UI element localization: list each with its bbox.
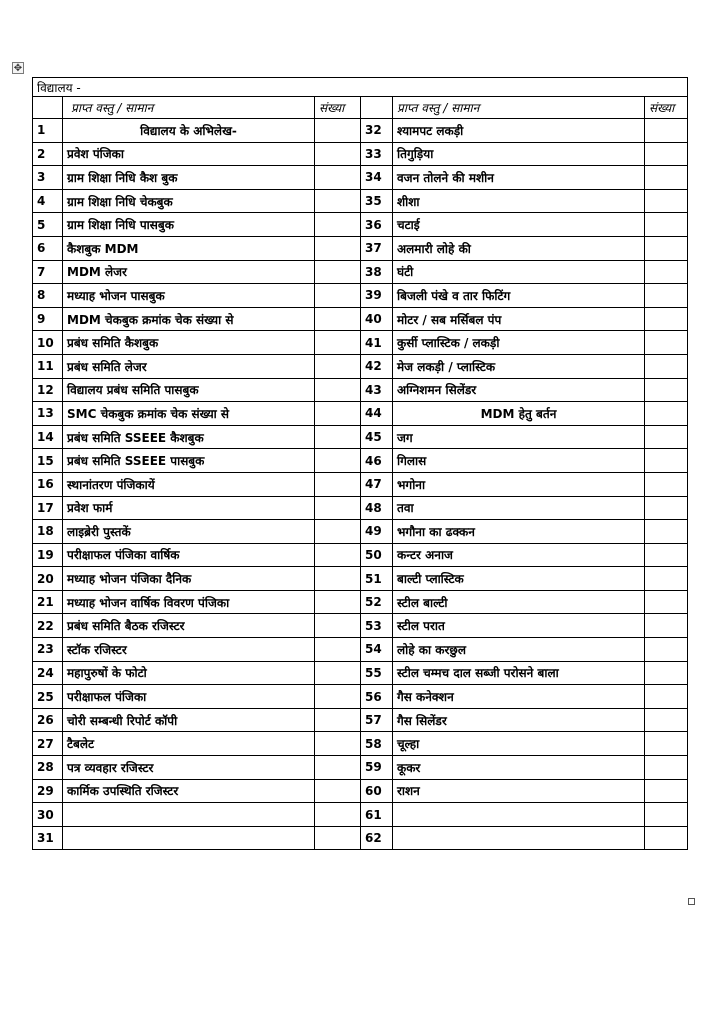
table-resize-icon[interactable]: [688, 898, 695, 905]
table-row: [33, 520, 688, 544]
right-item-quantity[interactable]: [645, 496, 688, 520]
right-item-quantity[interactable]: [645, 520, 688, 544]
right-item-number: 62: [361, 826, 393, 850]
right-item-quantity[interactable]: [645, 189, 688, 213]
right-item-number: 48: [361, 496, 393, 520]
right-item-name[interactable]: श्यामपट लकड़ी: [393, 119, 645, 143]
left-item-quantity[interactable]: [315, 756, 361, 780]
left-item-number: 4: [33, 189, 63, 213]
right-item-quantity[interactable]: [645, 708, 688, 732]
right-item-name[interactable]: स्टील बाल्टी: [393, 590, 645, 614]
right-item-name[interactable]: कूकर: [393, 756, 645, 780]
left-item-number: 6: [33, 236, 63, 260]
table-row: [33, 614, 688, 638]
right-item-number: 33: [361, 142, 393, 166]
left-item-number: 26: [33, 708, 63, 732]
left-item-name[interactable]: प्रबंध समिति बैठक रजिस्टर: [63, 614, 315, 638]
right-item-number: 45: [361, 425, 393, 449]
right-item-quantity[interactable]: [645, 449, 688, 473]
left-item-quantity[interactable]: [315, 189, 361, 213]
table-row: [33, 543, 688, 567]
left-item-quantity[interactable]: [315, 260, 361, 284]
left-item-number: 20: [33, 567, 63, 591]
right-item-quantity[interactable]: [645, 590, 688, 614]
table-row: [33, 779, 688, 803]
title-row: [33, 78, 688, 97]
table-row: [33, 378, 688, 402]
table-row: [33, 449, 688, 473]
right-item-name[interactable]: तवा: [393, 496, 645, 520]
right-item-quantity[interactable]: [645, 614, 688, 638]
right-item-name[interactable]: MDM हेतु बर्तन: [393, 402, 645, 426]
table-row: [33, 756, 688, 780]
left-item-quantity[interactable]: [315, 496, 361, 520]
left-item-quantity[interactable]: [315, 378, 361, 402]
right-item-name[interactable]: कन्टर अनाज: [393, 543, 645, 567]
right-item-number: 34: [361, 166, 393, 190]
left-item-name[interactable]: स्थानांतरण पंजिकायें: [63, 472, 315, 496]
left-item-quantity[interactable]: [315, 803, 361, 827]
school-title[interactable]: विद्यालय -: [33, 78, 688, 97]
left-item-name[interactable]: प्रबंध समिति लेजर: [63, 354, 315, 378]
left-item-name[interactable]: प्रबंध समिति कैशबुक: [63, 331, 315, 355]
left-item-name[interactable]: [63, 826, 315, 850]
right-item-number: 50: [361, 543, 393, 567]
right-item-number: 57: [361, 708, 393, 732]
left-item-number: 25: [33, 685, 63, 709]
right-item-number: 58: [361, 732, 393, 756]
table-row: [33, 142, 688, 166]
right-item-name[interactable]: बाल्टी प्लास्टिक: [393, 567, 645, 591]
table-row: [33, 638, 688, 662]
left-item-quantity[interactable]: [315, 779, 361, 803]
left-item-name[interactable]: ग्राम शिक्षा निधि पासबुक: [63, 213, 315, 237]
right-item-number: 41: [361, 331, 393, 355]
left-item-number: 16: [33, 472, 63, 496]
table-row: [33, 213, 688, 237]
table-row: [33, 331, 688, 355]
left-item-number: 31: [33, 826, 63, 850]
left-item-number: 28: [33, 756, 63, 780]
right-item-number: 44: [361, 402, 393, 426]
right-item-name[interactable]: अग्निशमन सिलेंडर: [393, 378, 645, 402]
right-item-name[interactable]: मेज लकड़ी / प्लास्टिक: [393, 354, 645, 378]
left-item-name[interactable]: ग्राम शिक्षा निधि चेकबुक: [63, 189, 315, 213]
right-item-quantity[interactable]: [645, 260, 688, 284]
right-item-quantity[interactable]: [645, 166, 688, 190]
right-item-number: 42: [361, 354, 393, 378]
left-item-number: 22: [33, 614, 63, 638]
right-item-number: 43: [361, 378, 393, 402]
right-item-name[interactable]: गैस कनेक्शन: [393, 685, 645, 709]
right-no-header: [361, 97, 393, 119]
left-item-quantity[interactable]: [315, 826, 361, 850]
left-item-name[interactable]: परीक्षाफल पंजिका: [63, 685, 315, 709]
table-row: [33, 307, 688, 331]
right-item-name[interactable]: भगोना: [393, 472, 645, 496]
right-item-quantity[interactable]: [645, 826, 688, 850]
left-item-header: प्राप्त वस्तु / सामान: [63, 97, 315, 119]
table-row: [33, 803, 688, 827]
right-item-name[interactable]: चटाई: [393, 213, 645, 237]
left-item-quantity[interactable]: [315, 661, 361, 685]
left-item-name[interactable]: SMC चेकबुक क्रमांक चेक संख्या से: [63, 402, 315, 426]
table-row: [33, 119, 688, 143]
right-item-name[interactable]: [393, 803, 645, 827]
left-item-quantity[interactable]: [315, 638, 361, 662]
left-item-number: 29: [33, 779, 63, 803]
left-item-quantity[interactable]: [315, 354, 361, 378]
right-item-quantity[interactable]: [645, 661, 688, 685]
right-item-name[interactable]: स्टील चम्मच दाल सब्जी परोसने बाला: [393, 661, 645, 685]
table-row: [33, 260, 688, 284]
left-item-name[interactable]: विद्यालय के अभिलेख-: [63, 119, 315, 143]
right-item-quantity[interactable]: [645, 236, 688, 260]
inventory-table: [32, 77, 688, 850]
right-item-number: 35: [361, 189, 393, 213]
left-item-name[interactable]: ग्राम शिक्षा निधि कैश बुक: [63, 166, 315, 190]
right-item-number: 36: [361, 213, 393, 237]
left-item-quantity[interactable]: [315, 472, 361, 496]
left-qty-header: संख्या: [315, 97, 361, 119]
right-item-number: 37: [361, 236, 393, 260]
right-item-quantity[interactable]: [645, 331, 688, 355]
left-item-number: 27: [33, 732, 63, 756]
table-move-icon[interactable]: ✥: [13, 63, 23, 74]
left-item-quantity[interactable]: [315, 708, 361, 732]
left-item-quantity[interactable]: [315, 732, 361, 756]
right-item-name[interactable]: स्टील परात: [393, 614, 645, 638]
left-item-number: 15: [33, 449, 63, 473]
right-item-name[interactable]: लोहे का करछुल: [393, 638, 645, 662]
right-item-name[interactable]: चूल्हा: [393, 732, 645, 756]
left-item-quantity[interactable]: [315, 307, 361, 331]
left-item-name[interactable]: प्रबंध समिति SSEEE कैशबुक: [63, 425, 315, 449]
right-item-number: 39: [361, 284, 393, 308]
right-item-number: 53: [361, 614, 393, 638]
right-item-quantity[interactable]: [645, 284, 688, 308]
left-item-number: 9: [33, 307, 63, 331]
right-item-name[interactable]: कुर्सी प्लास्टिक / लकड़ी: [393, 331, 645, 355]
table-row: [33, 708, 688, 732]
left-item-number: 24: [33, 661, 63, 685]
left-item-name[interactable]: MDM चेकबुक क्रमांक चेक संख्या से: [63, 307, 315, 331]
right-item-number: 47: [361, 472, 393, 496]
right-item-name[interactable]: तिगुड़िया: [393, 142, 645, 166]
right-item-header: प्राप्त वस्तु / सामान: [393, 97, 645, 119]
right-item-quantity[interactable]: [645, 803, 688, 827]
right-item-name[interactable]: जग: [393, 425, 645, 449]
table-row: [33, 472, 688, 496]
left-item-number: 7: [33, 260, 63, 284]
right-item-quantity[interactable]: [645, 142, 688, 166]
left-item-quantity[interactable]: [315, 449, 361, 473]
right-item-quantity[interactable]: [645, 638, 688, 662]
right-item-quantity[interactable]: [645, 685, 688, 709]
left-item-quantity[interactable]: [315, 236, 361, 260]
left-item-quantity[interactable]: [315, 543, 361, 567]
table-row: [33, 425, 688, 449]
right-item-number: 51: [361, 567, 393, 591]
table-row: [33, 685, 688, 709]
left-item-number: 1: [33, 119, 63, 143]
left-item-name[interactable]: मध्याह भोजन पंजिका दैनिक: [63, 567, 315, 591]
left-item-quantity[interactable]: [315, 213, 361, 237]
table-row: [33, 590, 688, 614]
right-item-name[interactable]: मोटर / सब मर्सिबल पंप: [393, 307, 645, 331]
left-item-number: 18: [33, 520, 63, 544]
right-item-name[interactable]: बिजली पंखे व तार फिटिंग: [393, 284, 645, 308]
left-item-quantity[interactable]: [315, 166, 361, 190]
right-item-quantity[interactable]: [645, 119, 688, 143]
left-item-quantity[interactable]: [315, 402, 361, 426]
right-item-number: 49: [361, 520, 393, 544]
left-item-quantity[interactable]: [315, 425, 361, 449]
right-item-name[interactable]: गैस सिलेंडर: [393, 708, 645, 732]
table-row: [33, 661, 688, 685]
left-item-number: 10: [33, 331, 63, 355]
right-item-number: 40: [361, 307, 393, 331]
right-item-quantity[interactable]: [645, 402, 688, 426]
right-item-quantity[interactable]: [645, 425, 688, 449]
table-row: [33, 496, 688, 520]
right-item-number: 59: [361, 756, 393, 780]
table-row: [33, 826, 688, 850]
left-item-number: 17: [33, 496, 63, 520]
left-item-name[interactable]: महापुरुषों के फोटो: [63, 661, 315, 685]
left-item-name[interactable]: प्रबंध समिति SSEEE पासबुक: [63, 449, 315, 473]
left-item-quantity[interactable]: [315, 590, 361, 614]
left-item-name[interactable]: स्टॉक रजिस्टर: [63, 638, 315, 662]
left-item-name[interactable]: मध्याह भोजन पासबुक: [63, 284, 315, 308]
table-row: [33, 166, 688, 190]
left-item-name[interactable]: पत्र व्यवहार रजिस्टर: [63, 756, 315, 780]
right-item-number: 52: [361, 590, 393, 614]
right-item-name[interactable]: गिलास: [393, 449, 645, 473]
left-item-name[interactable]: लाइब्रेरी पुस्तकें: [63, 520, 315, 544]
left-item-quantity[interactable]: [315, 614, 361, 638]
left-item-quantity[interactable]: [315, 685, 361, 709]
table-row: [33, 567, 688, 591]
right-item-quantity[interactable]: [645, 779, 688, 803]
left-item-number: 5: [33, 213, 63, 237]
left-item-quantity[interactable]: [315, 567, 361, 591]
left-item-number: 23: [33, 638, 63, 662]
table-row: [33, 354, 688, 378]
left-item-quantity[interactable]: [315, 284, 361, 308]
right-item-number: 60: [361, 779, 393, 803]
table-row: [33, 189, 688, 213]
left-item-number: 13: [33, 402, 63, 426]
left-item-number: 21: [33, 590, 63, 614]
right-item-quantity[interactable]: [645, 378, 688, 402]
right-item-name[interactable]: राशन: [393, 779, 645, 803]
right-item-name[interactable]: घंटी: [393, 260, 645, 284]
right-item-number: 56: [361, 685, 393, 709]
left-item-name[interactable]: कार्मिक उपस्थिति रजिस्टर: [63, 779, 315, 803]
right-item-number: 38: [361, 260, 393, 284]
table-row: [33, 402, 688, 426]
right-item-quantity[interactable]: [645, 756, 688, 780]
left-item-number: 8: [33, 284, 63, 308]
right-item-number: 55: [361, 661, 393, 685]
right-item-quantity[interactable]: [645, 354, 688, 378]
left-item-name[interactable]: टैबलेट: [63, 732, 315, 756]
left-item-number: 14: [33, 425, 63, 449]
right-item-quantity[interactable]: [645, 213, 688, 237]
table-row: [33, 236, 688, 260]
left-item-quantity[interactable]: [315, 142, 361, 166]
left-item-name[interactable]: प्रवेश फार्म: [63, 496, 315, 520]
right-item-number: 46: [361, 449, 393, 473]
left-item-number: 2: [33, 142, 63, 166]
left-item-number: 12: [33, 378, 63, 402]
right-item-name[interactable]: [393, 826, 645, 850]
left-item-name[interactable]: प्रवेश पंजिका: [63, 142, 315, 166]
left-item-name[interactable]: परीक्षाफल पंजिका वार्षिक: [63, 543, 315, 567]
left-item-number: 30: [33, 803, 63, 827]
right-item-quantity[interactable]: [645, 307, 688, 331]
table-row: [33, 732, 688, 756]
right-item-quantity[interactable]: [645, 472, 688, 496]
table-row: [33, 284, 688, 308]
left-item-number: 19: [33, 543, 63, 567]
left-item-name[interactable]: विद्यालय प्रबंध समिति पासबुक: [63, 378, 315, 402]
left-item-name[interactable]: चोरी सम्बन्धी रिपोर्ट कॉपी: [63, 708, 315, 732]
left-item-name[interactable]: कैशबुक MDM: [63, 236, 315, 260]
header-row: [33, 97, 688, 119]
right-item-name[interactable]: वजन तोलने की मशीन: [393, 166, 645, 190]
right-item-quantity[interactable]: [645, 732, 688, 756]
right-item-number: 61: [361, 803, 393, 827]
left-item-name[interactable]: मध्याह भोजन वार्षिक विवरण पंजिका: [63, 590, 315, 614]
right-item-number: 32: [361, 119, 393, 143]
right-item-number: 54: [361, 638, 393, 662]
right-item-name[interactable]: शीशा: [393, 189, 645, 213]
left-item-quantity[interactable]: [315, 119, 361, 143]
right-item-quantity[interactable]: [645, 567, 688, 591]
left-item-number: 11: [33, 354, 63, 378]
right-item-name[interactable]: भगौना का ढक्कन: [393, 520, 645, 544]
left-item-name[interactable]: MDM लेजर: [63, 260, 315, 284]
right-item-name[interactable]: अलमारी लोहे की: [393, 236, 645, 260]
left-no-header: [33, 97, 63, 119]
right-qty-header: संख्या: [645, 97, 688, 119]
right-item-quantity[interactable]: [645, 543, 688, 567]
left-item-quantity[interactable]: [315, 331, 361, 355]
left-item-number: 3: [33, 166, 63, 190]
left-item-quantity[interactable]: [315, 520, 361, 544]
left-item-name[interactable]: [63, 803, 315, 827]
